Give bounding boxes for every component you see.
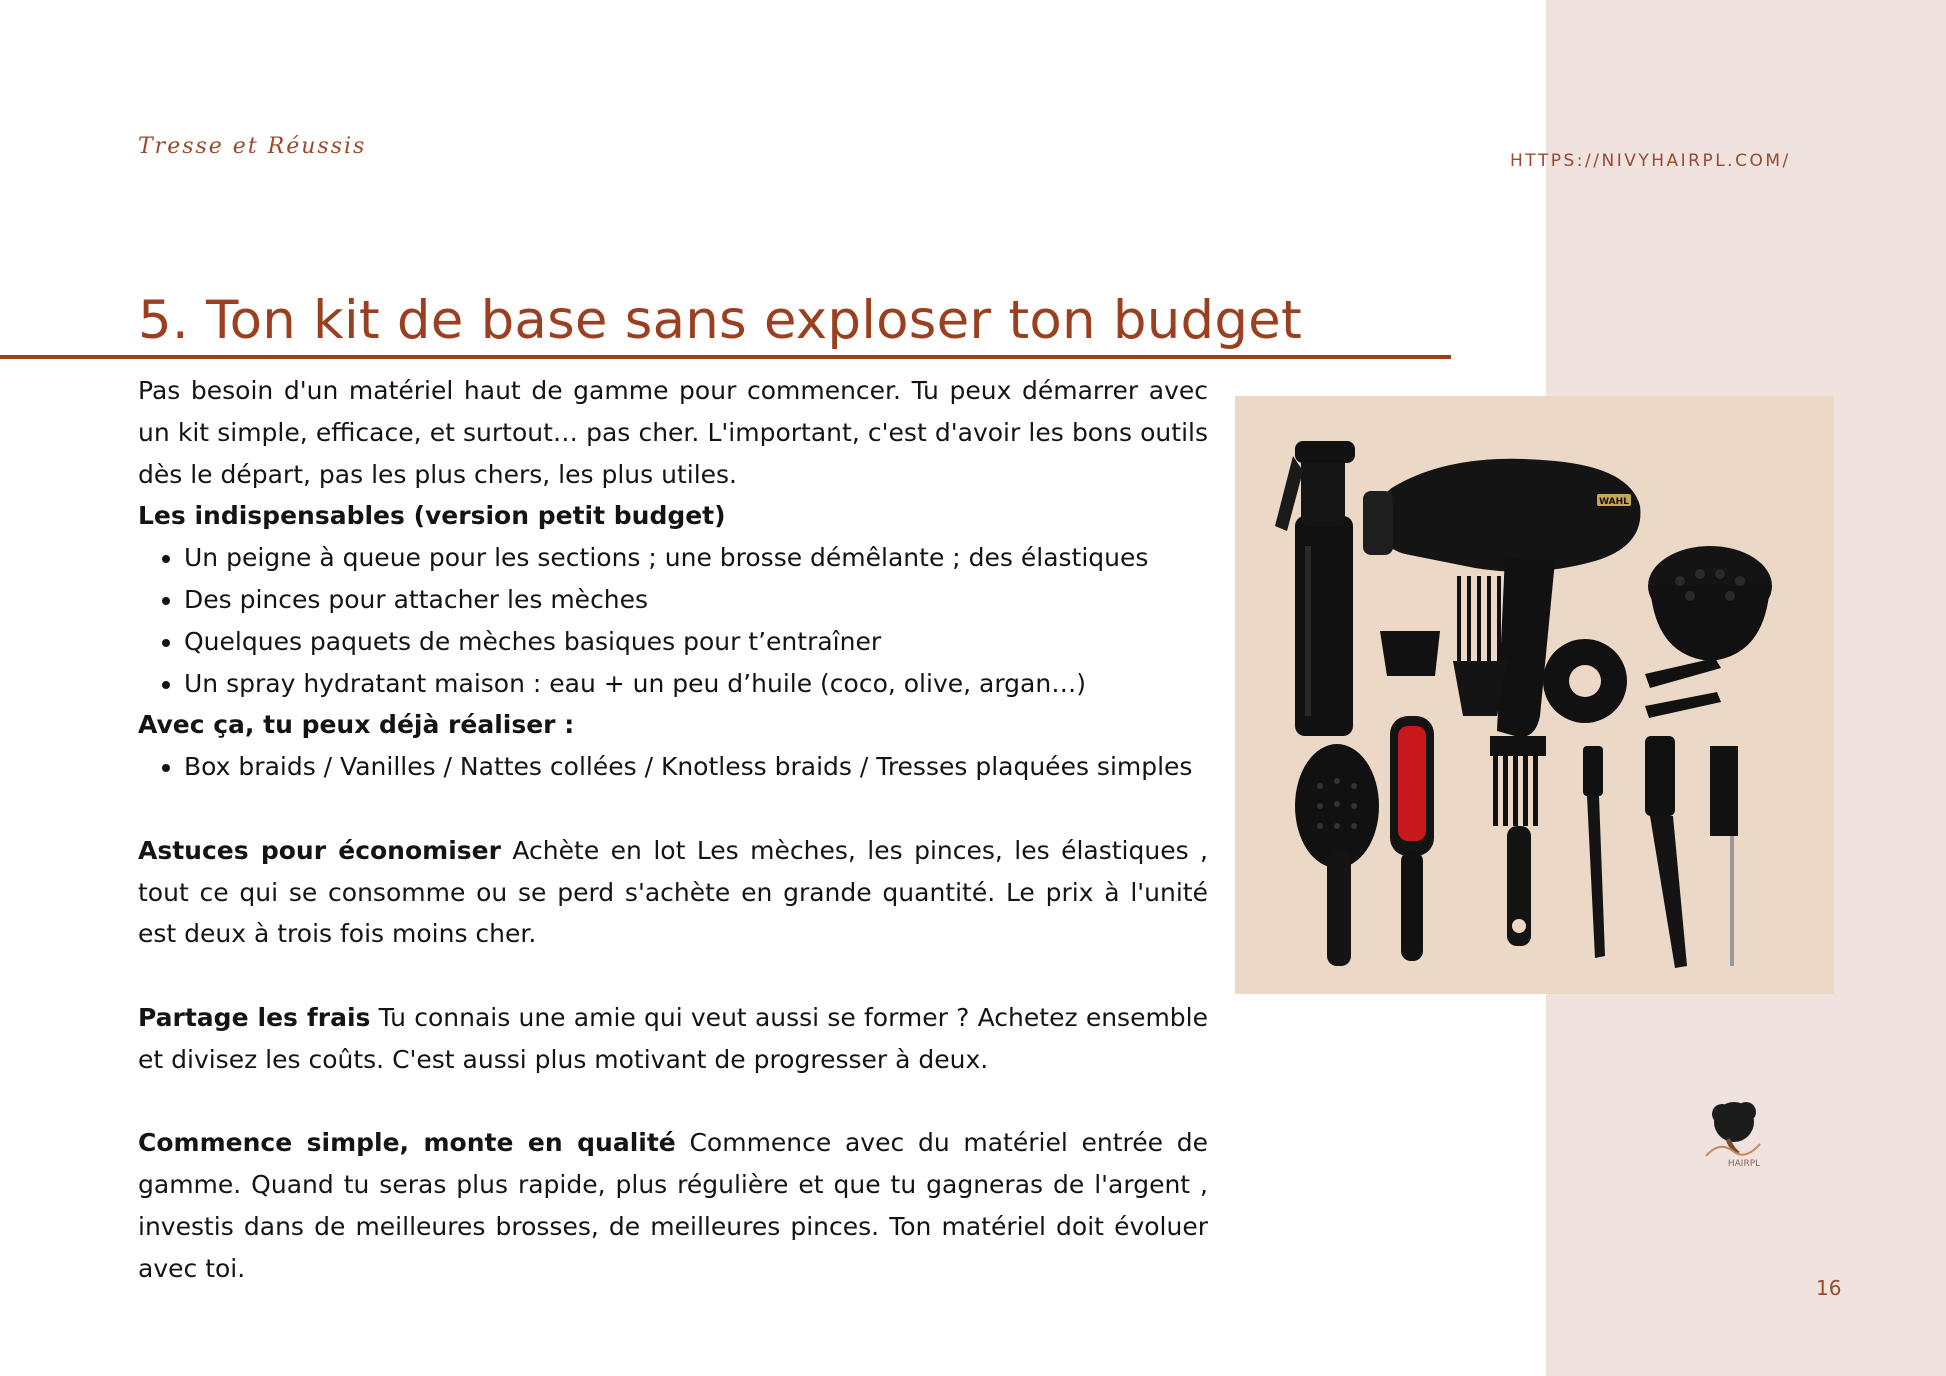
- hair-tools-illustration: [1235, 396, 1834, 994]
- tip-text: Achète en lot Les mèches, les pinces, les élastiques , tout ce qui se consomme ou se perd s'achète en grande quantité. Le prix à l'unité est deux à trois fois moins cher.: [138, 835, 1208, 949]
- tip-lead: Partage les frais: [138, 1002, 371, 1032]
- tip-paragraph: [138, 830, 1208, 955]
- tip-paragraph: [138, 1122, 1208, 1289]
- tip-text: Commence avec du matériel entrée de gamme. Quand tu seras plus rapide, plus régulière et que tu gagneras de l'argent , investis dans de meilleures brosses, de meilleures pinces. Ton matériel doit évoluer avec toi.: [138, 1128, 1208, 1283]
- list-item: • Des pinces pour attacher les mèches: [184, 579, 1208, 621]
- tip-text: Tu connais une amie qui veut aussi se former ? Achetez ensemble et divisez les coûts. C'est aussi plus motivant de progresser à deux.: [138, 1002, 1208, 1074]
- page-title: 5. Ton kit de base sans exploser ton budget: [138, 290, 1302, 351]
- styles-heading: Avec ça, tu peux déjà réaliser :: [138, 710, 575, 740]
- list-item: • Un peigne à queue pour les sections ; une brosse démêlante ; des élastiques: [184, 537, 1208, 579]
- essentials-heading: Les indispensables (version petit budget): [138, 501, 726, 531]
- tip-lead: Astuces pour économiser: [138, 835, 501, 865]
- nozzle-icon: [1380, 631, 1440, 676]
- dryer-brand-label: WAHL: [1599, 497, 1629, 507]
- tip-paragraph: [138, 997, 1208, 1081]
- brand-logo: [1700, 1100, 1780, 1170]
- logo-subtext: HAIRPL: [1727, 1159, 1761, 1169]
- list-item: • Un spray hydratant maison : eau + un peu d’huile (coco, olive, argan…): [184, 663, 1208, 705]
- styles-list: [138, 746, 1208, 788]
- list-item: • Box braids / Vanilles / Nattes collées / Knotless braids / Tresses plaquées simples: [184, 746, 1208, 788]
- title-underline: [0, 355, 1451, 359]
- spacer: [138, 955, 1208, 997]
- intro-paragraph: Pas besoin d'un matériel haut de gamme pour commencer. Tu peux démarrer avec un kit simple, efficace, et surtout… pas cher. L'important, c'est d'avoir les bons outils dès le départ, pas les plus chers, les plus utiles.: [138, 376, 1208, 489]
- list-item: • Quelques paquets de mèches basiques pour t’entraîner: [184, 621, 1208, 663]
- spacer: [138, 788, 1208, 830]
- website-url[interactable]: HTTPS://NIVYHAIRPL.COM/: [1510, 151, 1791, 171]
- tip-lead: Commence simple, monte en qualité: [138, 1128, 676, 1158]
- main-content: [138, 370, 1208, 1290]
- brand-name: Tresse et Réussis: [138, 134, 367, 159]
- scrunchie-icon: [1543, 639, 1627, 723]
- afro-silhouette-icon: [1700, 1100, 1780, 1170]
- spacer: [138, 1081, 1208, 1123]
- essentials-list: [138, 537, 1208, 704]
- page-number: 16: [1816, 1276, 1842, 1300]
- hair-tools-photo: [1235, 396, 1834, 994]
